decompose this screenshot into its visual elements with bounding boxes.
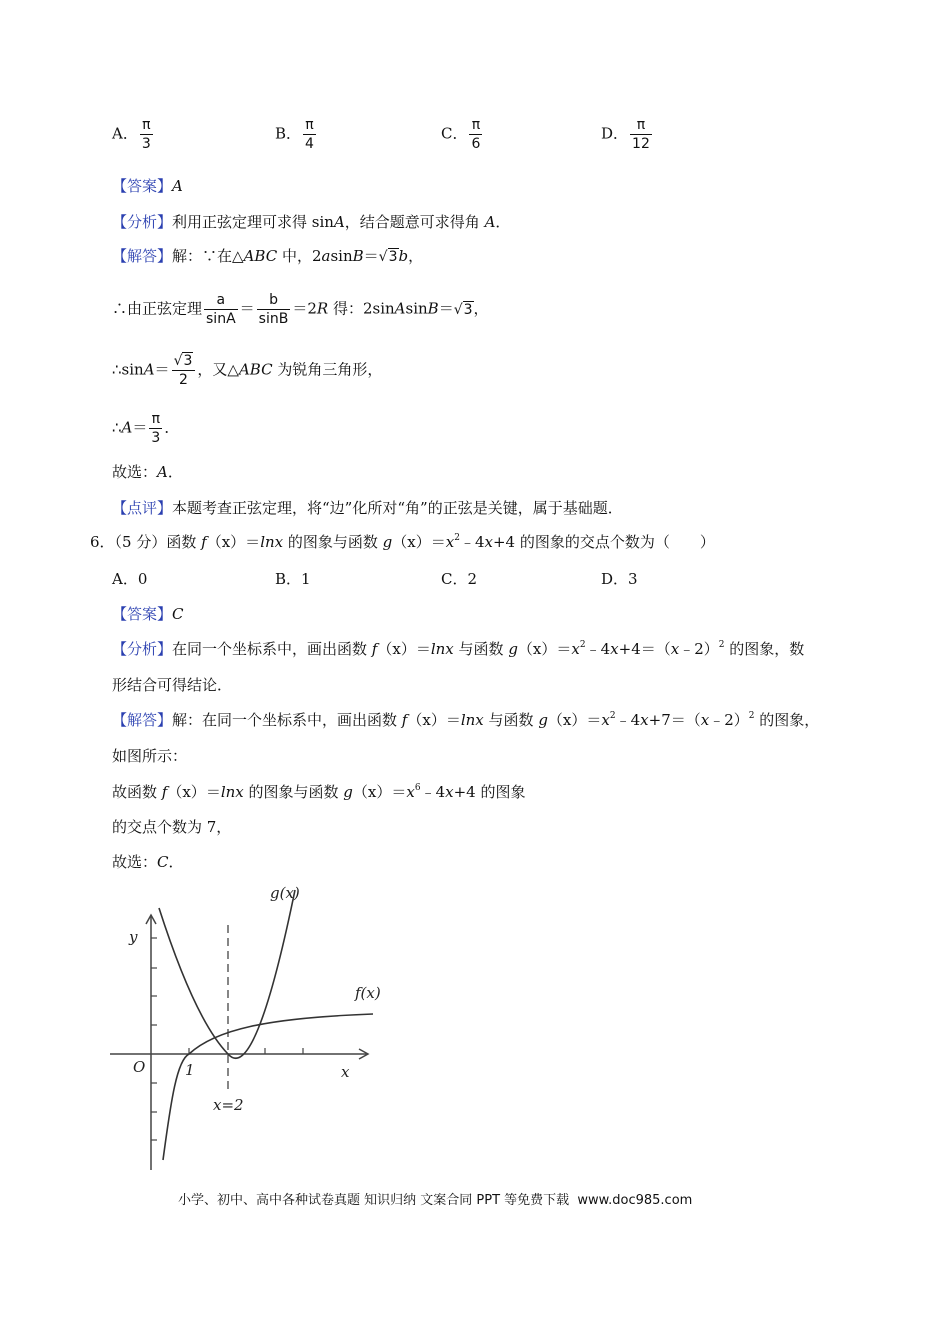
q6-option-b: B．1 — [275, 570, 311, 588]
q6-option-d: D．3 — [601, 570, 638, 588]
q5-option-d: D． $\frac{\pi}{12}$ — [601, 117, 650, 152]
function-graph — [105, 880, 385, 1180]
q6-solution-line4: 的交点个数为 7， — [112, 818, 232, 836]
footer-text: 小学、初中、高中各种试卷真题 知识归纳 文案合同 PPT 等免费下载 — [178, 1193, 570, 1208]
q5-option-b: B． $\frac{\pi}{4}$ — [275, 117, 314, 152]
sqrt-symbol: √3 — [378, 249, 398, 265]
f-curve — [163, 1014, 373, 1160]
footer — [178, 1191, 692, 1211]
q6-solution-line1: 【解答】解：在同一个坐标系中，画出函数 f（x）＝lnx 与函数 $g(x)=x^2﹣4x+7=(x﹣2)^2$ 的图象， — [112, 711, 820, 729]
q6-analysis-line1: 【分析】在同一个坐标系中，画出函数 f（x）＝lnx 与函数 $g(x)=x^2﹣4x+4=(x﹣2)^2$ 的图象，数 — [112, 640, 805, 658]
q5-solution-line1: 【解答】解：∵在△ABC 中，2asinB＝√3b， — [112, 247, 424, 265]
q5-solution-line2: ∴由正弦定理 $\frac{a}{\sin A}$ ＝ $\frac{b}{\sin B}$ ＝2R 得：2sinAsinB＝√3， — [112, 292, 489, 327]
footer-site[interactable]: www.doc985.com — [577, 1193, 693, 1208]
q5-option-c: C． $\frac{\pi}{6}$ — [441, 117, 481, 152]
q6-option-c: C．2 — [441, 570, 478, 588]
q6-option-a: A．0 — [112, 570, 148, 588]
f-label: f(x) — [355, 984, 381, 1002]
q5-comment: 【点评】本题考查正弦定理，将“边”化所对“角”的正弦是关键，属于基础题． — [112, 499, 623, 517]
comment-tag: 【点评】 — [112, 499, 173, 517]
q6-analysis-line2: 形结合可得结论． — [112, 676, 233, 694]
q6-solution-line2: 如图所示： — [112, 747, 188, 765]
x2-label: x=2 — [213, 1096, 244, 1114]
g-label: g(x) — [270, 884, 300, 902]
solution-tag: 【解答】 — [112, 247, 173, 265]
y-label: y — [129, 928, 138, 946]
one-label: 1 — [185, 1061, 195, 1079]
q6-answer: 【答案】C — [112, 605, 184, 623]
answer-tag: 【答案】 — [112, 177, 173, 195]
q5-analysis: 【分析】利用正弦定理可求得 sinA，结合题意可求得角 A． — [112, 213, 511, 231]
q5-choose: 故选：A． — [112, 463, 183, 481]
q6-stem: 6．（5 分）函数 f（x）＝lnx 的图象与函数 $g(x)=x^2﹣4x+4$ 的图象的交点个数为（ ） — [90, 533, 715, 551]
analysis-tag: 【分析】 — [112, 213, 173, 231]
q5-solution-line4: ∴A＝ $\frac{\pi}{3}$ ． — [112, 411, 180, 446]
origin-label: O — [133, 1058, 146, 1076]
x-label: x — [341, 1063, 350, 1081]
q5-answer: 【答案】A — [112, 177, 183, 195]
q6-choose: 故选：C． — [112, 853, 184, 871]
q5-option-a: A． $\frac{\pi}{3}$ — [112, 117, 151, 152]
q6-solution-line3: 故函数 f（x）＝lnx 的图象与函数 $g(x)=x^6﹣4x+4$ 的图象 — [112, 783, 526, 801]
q5-solution-line3: ∴sinA＝ $\frac{√3}{2}$ ，又△ABC 为锐角三角形， — [112, 353, 383, 388]
